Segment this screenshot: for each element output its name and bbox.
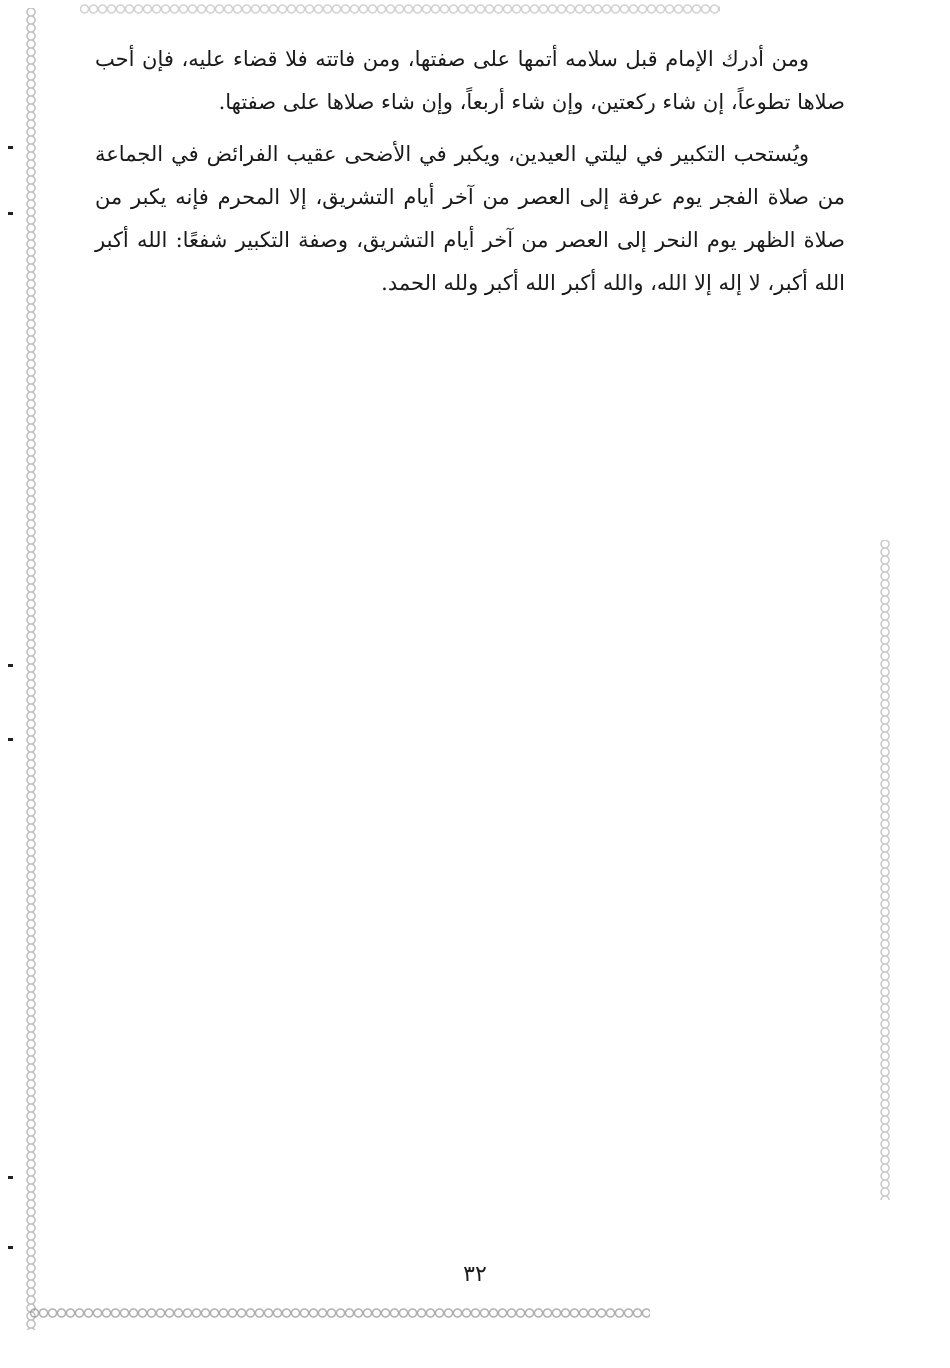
margin-mark (8, 212, 13, 215)
left-chain-border (26, 8, 42, 1330)
page-number: ٣٢ (463, 1262, 487, 1287)
margin-mark (8, 146, 13, 149)
body-text (95, 38, 845, 314)
margin-mark (8, 738, 13, 741)
margin-mark (8, 1176, 13, 1179)
paragraph-2: ويُستحب التكبير في ليلتي العيدين، ويكبر في الأضحى عقيب الفرائض في الجماعة من صلاة الفجر يوم عرفة إلى العصر من آخر أيام التشريق، إلا المحرم فإنه يكبر من صلاة الظهر يوم النحر إلى العصر من آخر أيام التشريق، وصفة التكبير شفعًا: الله أكبر الله أكبر، لا إله إلا الله، والله أكبر الله أكبر ولله الحمد. (95, 142, 845, 295)
bottom-chain-border (30, 1308, 650, 1320)
paragraph-1: ومن أدرك الإمام قبل سلامه أتمها على صفتها، ومن فاتته فلا قضاء عليه، فإن أحب صلاها تطوعاً، إن شاء ركعتين، وإن شاء أربعاً، وإن شاء صلاها على صفتها. (95, 47, 845, 114)
margin-mark (8, 1246, 13, 1249)
right-chain-border (880, 540, 902, 1200)
top-chain-border (80, 4, 720, 16)
margin-mark (8, 664, 13, 667)
